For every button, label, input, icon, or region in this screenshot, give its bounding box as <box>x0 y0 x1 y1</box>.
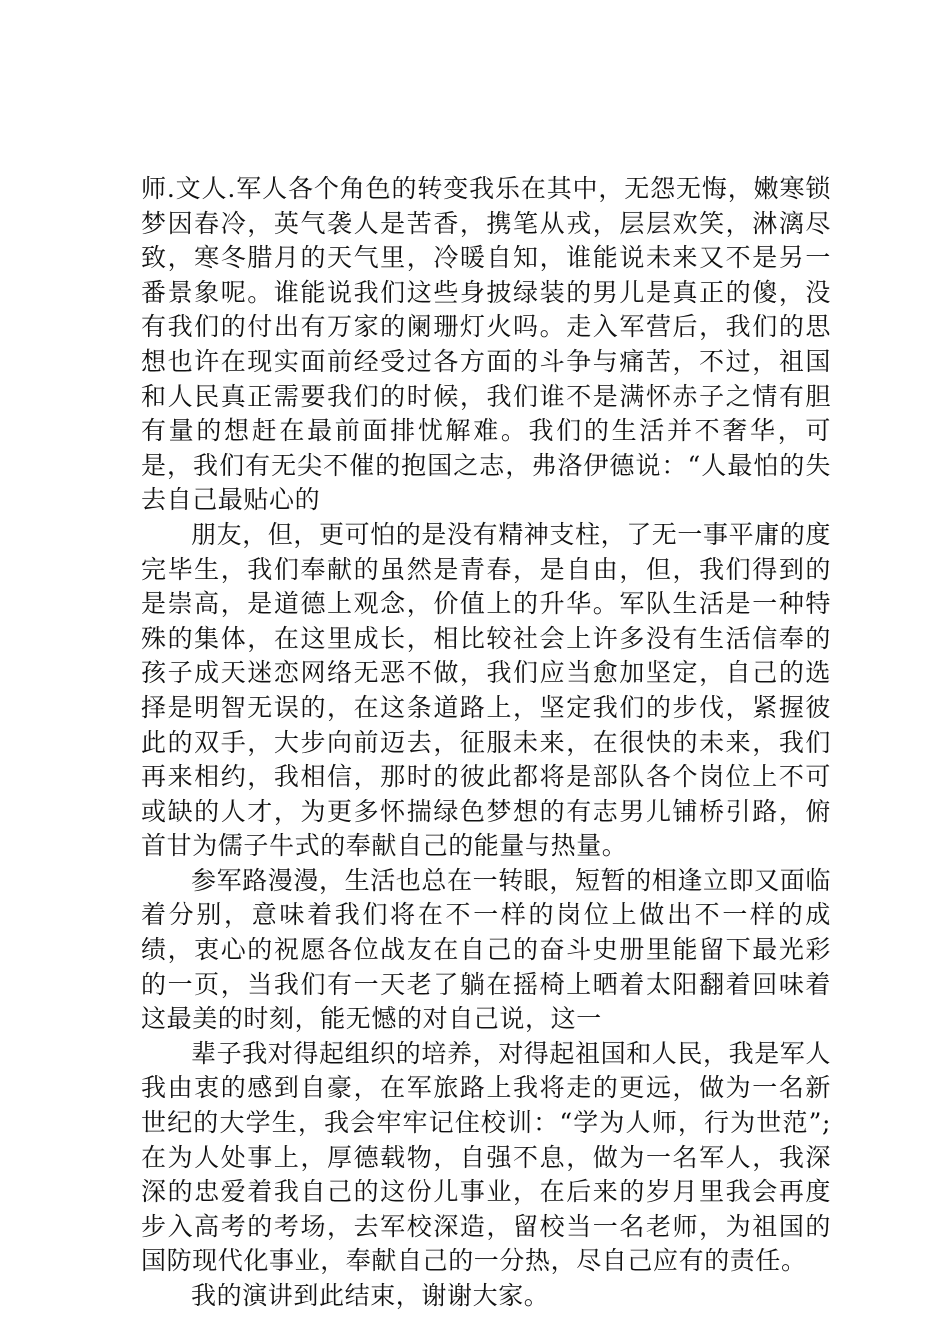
paragraph-2: 朋友，但，更可怕的是没有精神支柱，了无一事平庸的度完毕生，我们奉献的虽然是青春，是自由，但，我们得到的是崇高，是道德上观念，价值上的升华。军队生活是一种特殊的集体，在这里成长，相比较社会上许多没有生活信奉的孩子成天迷恋网络无恶不做，我们应当愈加坚定，自己的选择是明智无误的，在这条道路上，坚定我们的步伐，紧握彼此的双手，大步向前迈去，征服未来，在很快的未来，我们再来相约，我相信，那时的彼此都将是部队各个岗位上不可或缺的人才，为更多怀揣绿色梦想的有志男儿铺桥引路，俯首甘为儒子牛式的奉献自己的能量与热量。 <box>141 519 832 861</box>
paragraph-4: 辈子我对得起组织的培养，对得起祖国和人民，我是军人我由衷的感到自豪，在军旅路上我将走的更远，做为一名新世纪的大学生，我会牢牢记住校训：“学为人师，行为世范”;在为人处事上，厚德载物，自强不息，做为一名军人，我深深的忠爱着我自己的这份儿事业，在后来的岁月里我会再度步入高考的考场，去军校深造，留校当一名老师，为祖国的国防现代化事业，奉献自己的一分热，尽自己应有的责任。 <box>141 1038 832 1276</box>
document-body <box>141 172 831 1314</box>
paragraph-3: 参军路漫漫，生活也总在一转眼，短暂的相逢立即又面临着分别，意味着我们将在不一样的岗位上做出不一样的成绩，衷心的祝愿各位战友在自己的奋斗史册里能留下最光彩的一页，当我们有一天老了躺在摇椅上晒着太阳翻着回味着这最美的时刻，能无憾的对自己说，这一 <box>141 865 832 1034</box>
paragraph-1: 师.文人.军人各个角色的转变我乐在其中，无怨无悔，嫩寒锁梦因春冷，英气袭人是苦香，携笔从戎，层层欢笑，淋漓尽致，寒冬腊月的天气里，冷暖自知，谁能说未来又不是另一番景象呢。谁能说我们这些身披绿装的男儿是真正的傻，没有我们的付出有万家的阑珊灯火吗。走入军营后，我们的思想也许在现实面前经受过各方面的斗争与痛苦，不过，祖国和人民真正需要我们的时候，我们谁不是满怀赤子之情有胆有量的想赶在最前面排忧解难。我们的生活并不奢华，可是，我们有无尖不催的抱国之志，弗洛伊德说：“人最怕的失去自己最贴心的 <box>141 174 831 515</box>
paragraph-5: 我的演讲到此结束，谢谢大家。 <box>191 1281 550 1310</box>
